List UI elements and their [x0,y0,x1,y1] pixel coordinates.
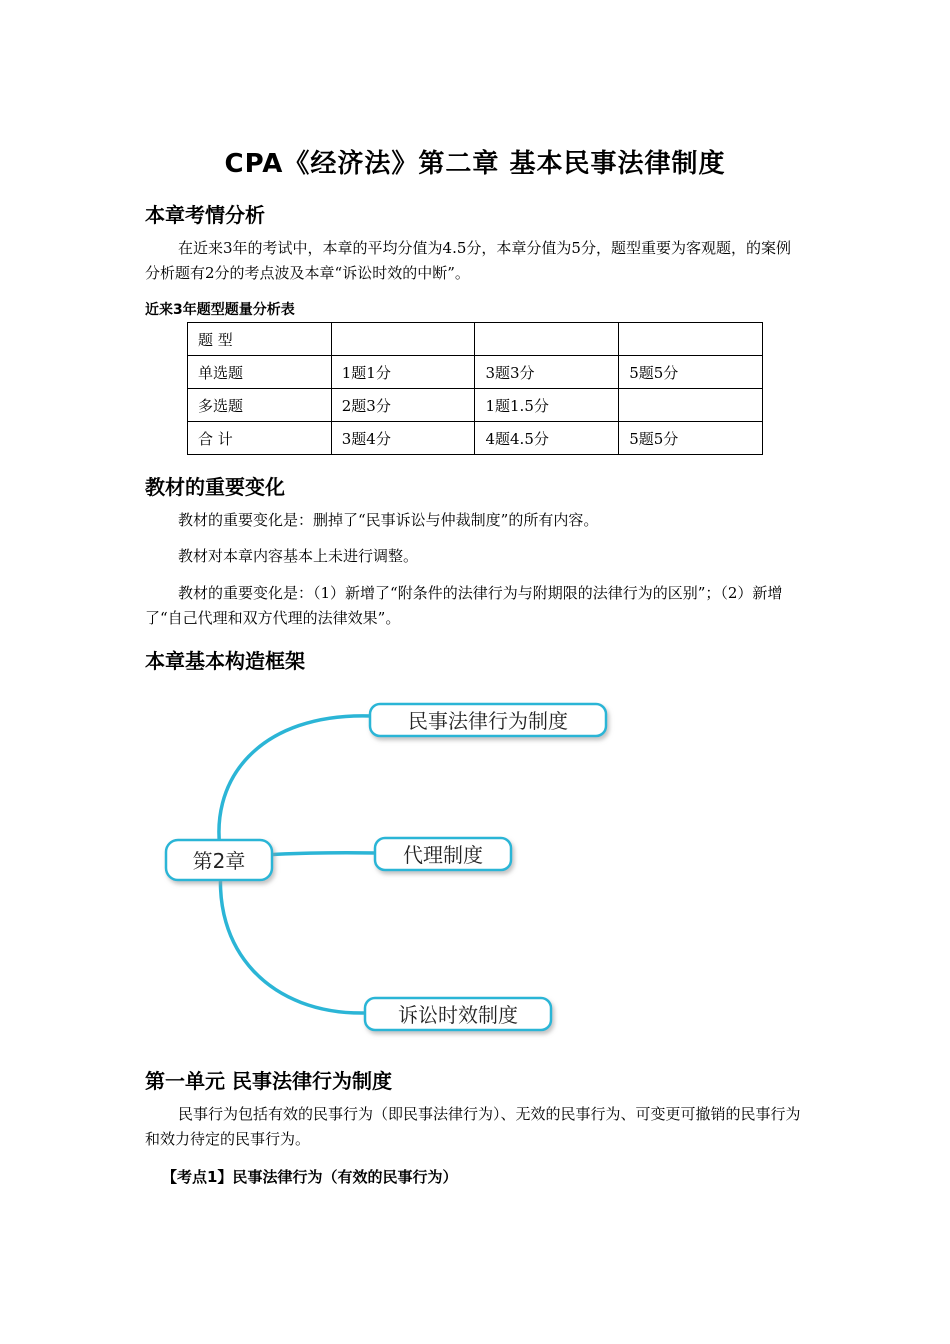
heading-changes: 教材的重要变化 [145,475,285,499]
table-cell: 单选题 [188,356,332,389]
mindmap-branch-node [370,704,606,736]
changes-paragraph-1: 教材的重要变化是：删掉了“民事诉讼与仲裁制度”的所有内容。 [178,511,599,529]
changes-paragraph-3: 教材的重要变化是：（1）新增了“附条件的法律行为与附期限的法律行为的区别”；（2）新增了“自己代理和双方代理的法律效果”。 [145,584,783,627]
page-title: CPA《经济法》第二章 基本民事法律制度 [224,149,726,179]
table-cell: 多选题 [188,389,332,422]
analysis-paragraph: 在近来3年的考试中，本章的平均分值为4.5分，本章分值为5分，题型重要为客观题，的案例分析题有2分的考点波及本章“诉讼时效的中断”。 [145,239,791,282]
table-cell: 3题4分 [331,422,475,455]
root-label: 第2章 [192,849,246,873]
kaodian-heading: 【考点1】民事法律行为（有效的民事行为） [162,1168,458,1186]
unit1-paragraph: 民事行为包括有效的民事行为（即民事法律行为）、无效的民事行为、可变更可撤销的民事行为和效力待定的民事行为。 [145,1105,801,1148]
branch-label: 民事法律行为制度 [408,709,568,733]
branch-label: 诉讼时效制度 [398,1003,518,1027]
table-cell: 5题5分 [619,356,763,389]
heading-analysis: 本章考情分析 [145,203,265,227]
changes-paragraph-2: 教材对本章内容基本上未进行调整。 [178,547,419,565]
table-cell: 5题5分 [619,422,763,455]
connector-line [220,860,366,1013]
mindmap-branch-node [375,838,511,870]
branch-label: 代理制度 [403,843,483,867]
table-cell: 3题3分 [475,356,619,389]
heading-unit1: 第一单元 民事法律行为制度 [145,1069,392,1093]
table-cell: 题 型 [188,323,332,356]
table-cell: 1题1分 [331,356,475,389]
table-cell: 1题1.5分 [475,389,619,422]
connector-line [219,716,372,860]
mindmap-branch-node [365,998,551,1030]
heading-framework: 本章基本构造框架 [145,649,305,673]
table-cell: 2题3分 [331,389,475,422]
table-cell: 合 计 [188,422,332,455]
table-caption: 近来3年题型题量分析表 [145,302,295,318]
table-cell: 4题4.5分 [475,422,619,455]
mindmap-root-node [166,840,272,880]
